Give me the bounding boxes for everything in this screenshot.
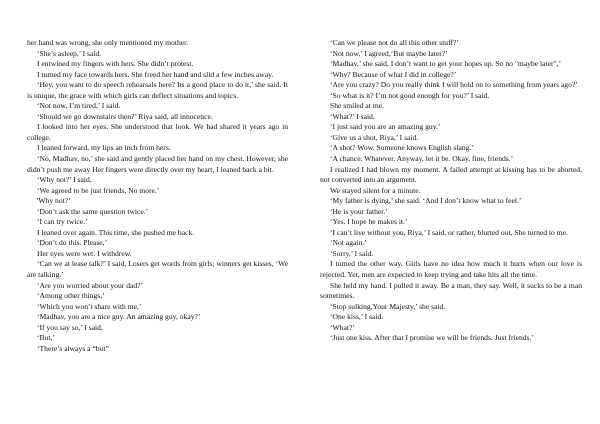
paragraph: ‘He is your father.’ [330, 206, 388, 216]
paragraph: ‘A chance. Whatever. Anyway, let it be. Okay, fine, friends.’ [330, 154, 514, 164]
paragraph: ‘Hey, you want to do speech rehearsals here? Its a good place to do it,’ she said. It is unique, the grace with which girls can deflect situations and topics. [27, 80, 288, 100]
paragraph: I leaned forward, my lips an inch from hers. [37, 143, 171, 153]
paragraph: Her eyes were wet. I withdrew. [37, 248, 132, 258]
paragraph: ‘Don’t do this. Please,’ [37, 238, 108, 248]
paragraph: ‘One kiss,’ I said. [330, 312, 384, 322]
paragraph: ‘We agreed to be just friends, No more.’ [37, 185, 160, 195]
paragraph: I leaned over again. This time, she pushed me back. [37, 227, 195, 237]
paragraph: ‘She’s asleep,’ I said. [37, 48, 102, 58]
paragraph: ‘Are you worried about your dad?’ [37, 280, 144, 290]
paragraph: ‘Yes. I hope he makes it.’ [330, 217, 408, 227]
paragraph: I entwined my fingers with hers. She didn’t protest. [37, 59, 194, 69]
paragraph: ‘Why not?’ I said, [37, 175, 92, 185]
paragraph: ‘Stop sulking,Your Majesty,’ she said. [330, 301, 446, 311]
paragraph: ‘Among other things,’ [37, 291, 105, 301]
paragraph: ‘Sorry,’ I said. [330, 248, 374, 258]
paragraph: ‘Just one kiss. After that I promise we will be friends. Just friends.’ [330, 333, 534, 343]
paragraph: We stayed silent for a minute. [330, 185, 421, 195]
paragraph: ‘No, Madhav, no,’ she said and gently placed her hand on my chest. However, she didn’t push me away Her fingers were directly over my heart, I leaned back a bit. [27, 154, 288, 174]
paragraph: ‘Not again.’ [330, 238, 367, 248]
paragraph: ‘I can try twice.’ [37, 217, 88, 227]
paragraph: ‘Madhav, you are a nice guy. An amazing guy, okay?’ [37, 312, 201, 322]
left-page [27, 38, 288, 354]
paragraph: ‘My father is dying,’ she said. ‘And I don’t know what to feel.’ [330, 196, 522, 206]
paragraph: ‘Why? Because of what I did in college?’ [330, 69, 457, 79]
paragraph: ‘Not now,’ I agreed,‘But maybe later?’ [330, 48, 448, 58]
paragraph: I turned my face towards hers. She freed her hand and slid a few inches away. [37, 69, 274, 79]
paragraph: ‘Madhav,’ she said, I don’t want to get your hopes up. So no "maybe later",’ [330, 59, 562, 69]
paragraph: ‘I just said you are an amazing guy.’ [330, 122, 441, 132]
paragraph: ‘If you say so,’ I said, [37, 322, 103, 332]
paragraph: ‘What?’ I said. [330, 111, 375, 121]
paragraph: ‘Which you won’t share with me,’ [37, 301, 142, 311]
paragraph: ‘Not now, I’m tired,’ I said. [37, 101, 121, 111]
paragraph: ‘What?’ [330, 322, 355, 332]
paragraph: 'Why not?’ [37, 196, 71, 206]
paragraph: ‘So what is it? I’m not good enough for you?’ I said. [330, 90, 490, 100]
paragraph: ‘A shot? Wow. Someone knows English slang.’ [330, 143, 474, 153]
paragraph: She held my hand. I pulled it away. Be a man, they say. Well, it sucks to be a man sometimes. [320, 280, 582, 301]
paragraph: ‘But,’ [37, 333, 55, 343]
paragraph: I turned the other way. Girls have no idea how much it hurts when our love is rejected. Yet, men are expected to keep trying and take hits all the time. [320, 259, 582, 280]
paragraph: ‘Should we go downstairs then?’ Riya said, all innocence. [37, 111, 213, 121]
paragraph: ‘Don’t ask the same question twice.’ [37, 206, 149, 216]
right-page [320, 38, 582, 344]
paragraph: ‘Give us a shot, Riya,’ I said. [330, 132, 419, 142]
paragraph: ‘There’s always a “but” [37, 343, 109, 353]
paragraph: ‘Are you crazy? Do you really think I will hold on to something from years ago?’ [330, 80, 578, 90]
paragraph: her hand was wrong, she only mentioned my mother. [27, 38, 189, 47]
paragraph: She smiled at me. [330, 101, 384, 111]
paragraph: ‘Can we please not do all this other stuff?’ [330, 38, 459, 47]
paragraph: ‘Can we at lease talk?’ I said, Losers get words from girls; winners get kisses, ‘We are talking.’ [27, 259, 288, 280]
paragraph: I looked into her eyes. She understood that look. We had shared it years ago in college. [27, 122, 288, 142]
paragraph: I realized I had blown my moment. A failed attempt at kissing has to be aborted, not converted into an argument. [320, 164, 582, 185]
paragraph: ‘I can’t live without you, Riya,’ I said, or rather, blurted out, She turned to me. [330, 227, 568, 237]
